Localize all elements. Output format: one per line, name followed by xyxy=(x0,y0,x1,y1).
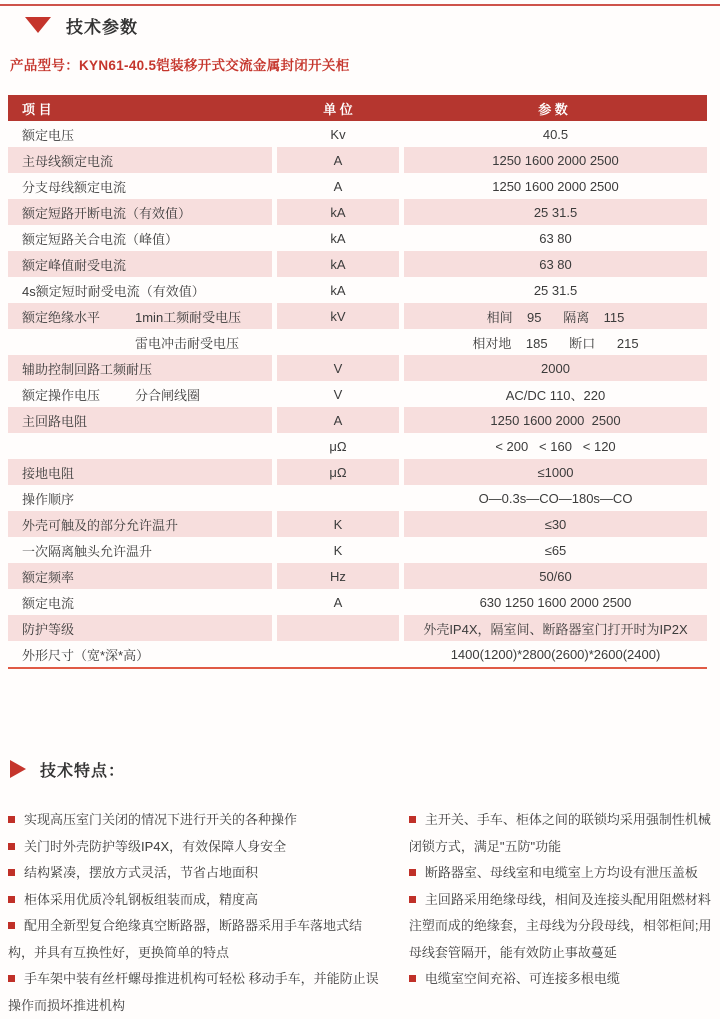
item-cell xyxy=(8,121,272,147)
value-cell: 63 80 xyxy=(404,251,707,277)
bullet-square-icon xyxy=(409,816,416,823)
unit-cell: kA xyxy=(330,230,346,246)
value-cell: 25 31.5 xyxy=(533,282,578,298)
unit-cell: Kv xyxy=(330,126,346,142)
table-row xyxy=(8,147,707,173)
item-cell xyxy=(8,589,272,615)
item-label: 外形尺寸（宽*深*高） xyxy=(22,647,150,663)
table-row xyxy=(8,511,707,537)
bullet-square-icon xyxy=(8,869,15,876)
item-cell xyxy=(8,381,272,407)
value-cell: 40.5 xyxy=(542,126,569,142)
bullet-square-icon xyxy=(8,896,15,903)
item-label: 4s额定短时耐受电流（有效值） xyxy=(22,283,205,299)
item-label: 额定频率 xyxy=(22,569,75,585)
unit-cell: kV xyxy=(277,303,399,329)
item-label: 辅助控制回路工频耐压 xyxy=(22,361,153,377)
value-cell: 1250 1600 2000 2500 xyxy=(404,407,707,433)
feature-item: 手车架中装有丝杆螺母推进机构可轻松 移动手车，并能防止误操作而损坏推进机构 xyxy=(8,971,379,1013)
item-label: 主回路电阻 xyxy=(22,413,88,429)
col-header-params: 参 数 xyxy=(538,101,568,117)
value-cell: 63 80 xyxy=(539,230,572,246)
bullet-square-icon xyxy=(8,816,15,823)
item-sublabel: 1min工频耐受电压 xyxy=(135,309,242,325)
item-label: 额定短路开断电流（有效值） xyxy=(22,205,192,221)
table-row xyxy=(8,407,707,433)
unit-cell: K xyxy=(333,542,343,558)
item-cell xyxy=(8,433,272,459)
value-cell: 25 31.5 xyxy=(404,199,707,225)
item-cell xyxy=(8,173,272,199)
item-cell xyxy=(8,615,272,641)
item-cell xyxy=(8,199,272,225)
bullet-square-icon xyxy=(8,975,15,982)
item-label: 主母线额定电流 xyxy=(22,153,114,169)
bullet-square-icon xyxy=(409,869,416,876)
item-cell xyxy=(8,251,272,277)
unit-cell: A xyxy=(333,594,343,610)
item-cell xyxy=(8,459,272,485)
table-row xyxy=(8,173,707,199)
unit-cell: V xyxy=(333,386,343,402)
col-header-unit: 单 位 xyxy=(323,101,353,117)
item-label: 操作顺序 xyxy=(22,491,75,507)
value-cell: < 200 < 160 < 120 xyxy=(495,438,616,454)
unit-cell xyxy=(277,485,399,511)
bullet-square-icon xyxy=(8,922,15,929)
item-cell xyxy=(8,277,272,303)
item-cell xyxy=(8,485,272,511)
item-label: 额定电流 xyxy=(22,595,75,611)
item-label: 接地电阻 xyxy=(22,465,75,481)
table-header-row xyxy=(8,95,707,121)
value-cell: 2000 xyxy=(404,355,707,381)
table-row xyxy=(8,329,707,355)
col-header-item: 项 目 xyxy=(22,101,52,117)
table-row xyxy=(8,355,707,381)
table-bottom-divider xyxy=(8,667,707,669)
unit-cell xyxy=(277,641,399,667)
value-cell: 630 1250 1600 2000 2500 xyxy=(479,594,632,610)
unit-cell: Hz xyxy=(277,563,399,589)
feature-item: 配用全新型复合绝缘真空断路器，断路器采用手车落地式结构，并具有互换性好，更换简单的特点 xyxy=(8,918,363,960)
table-row xyxy=(8,303,707,329)
value-cell: AC/DC 110、220 xyxy=(505,387,606,403)
table-row xyxy=(8,485,707,511)
unit-cell: μΩ xyxy=(277,459,399,485)
item-label: 额定操作电压 xyxy=(22,387,101,403)
feature-item: 主开关、手车、柜体之间的联锁均采用强制性机械闭锁方式，满足"五防"功能 xyxy=(408,812,711,854)
item-cell xyxy=(8,355,272,381)
value-cell: ≤30 xyxy=(404,511,707,537)
bullet-square-icon xyxy=(409,896,416,903)
item-sublabel: 雷电冲击耐受电压 xyxy=(135,335,240,351)
table-row xyxy=(8,381,707,407)
feature-item: 实现高压室门关闭的情况下进行开关的各种操作 xyxy=(8,807,379,834)
features-columns xyxy=(8,807,712,1019)
unit-cell: V xyxy=(277,355,399,381)
features-left-column xyxy=(8,807,379,1019)
spec-sheet-page xyxy=(0,4,720,1019)
feature-item: 结构紧凑，摆放方式灵活，节省占地面积 xyxy=(8,860,379,887)
item-label: 外壳可触及的部分允许温升 xyxy=(22,517,179,533)
unit-cell: kA xyxy=(330,282,346,298)
feature-item: 断路器室、母线室和电缆室上方均设有泄压盖板 xyxy=(409,860,712,887)
value-cell: 相间 95 隔离 115 xyxy=(404,303,707,329)
value-cell: 50/60 xyxy=(404,563,707,589)
unit-cell: A xyxy=(333,178,343,194)
item-cell xyxy=(8,563,272,589)
item-label: 额定电压 xyxy=(22,127,75,143)
triangle-right-icon xyxy=(10,760,26,778)
item-label: 额定绝缘水平 xyxy=(22,309,101,325)
value-cell: O—0.3s—CO—180s—CO xyxy=(478,490,633,506)
feature-item: 关门时外壳防护等级IP4X，有效保障人身安全 xyxy=(8,834,379,861)
table-row xyxy=(8,225,707,251)
item-cell xyxy=(8,329,272,355)
value-cell: 1250 1600 2000 2500 xyxy=(492,178,619,194)
top-divider xyxy=(0,4,720,6)
spec-table xyxy=(8,95,707,667)
value-cell: 外壳IP4X，隔室间、断路器室门打开时为IP2X xyxy=(404,615,707,641)
unit-cell: A xyxy=(277,407,399,433)
table-row xyxy=(8,277,707,303)
item-label: 一次隔离触头允许温升 xyxy=(22,543,153,559)
item-cell xyxy=(8,641,272,667)
table-row xyxy=(8,615,707,641)
table-row xyxy=(8,459,707,485)
triangle-down-icon xyxy=(25,17,51,33)
feature-item: 主回路采用绝缘母线，相间及连接头配用阻燃材料注塑而成的绝缘套，主母线为分段母线，相邻柜间;用母线套管隔开，能有效防止事故蔓延 xyxy=(408,891,712,960)
item-label: 额定峰值耐受电流 xyxy=(22,257,127,273)
bullet-square-icon xyxy=(8,843,15,850)
unit-cell: K xyxy=(277,511,399,537)
unit-cell: kA xyxy=(277,199,399,225)
unit-cell xyxy=(277,329,399,355)
table-row xyxy=(8,121,707,147)
value-cell: ≤1000 xyxy=(404,459,707,485)
product-model-line: 产品型号：KYN61-40.5铠装移开式交流金属封闭开关柜 xyxy=(10,58,350,73)
feature-item: 柜体采用优质冷轧钢板组装而成，精度高 xyxy=(8,887,379,914)
value-cell: 1400(1200)*2800(2600)*2600(2400) xyxy=(450,646,661,662)
unit-cell: kA xyxy=(277,251,399,277)
table-row xyxy=(8,199,707,225)
table-row xyxy=(8,589,707,615)
section-title-params: 技术参数 xyxy=(66,17,138,37)
value-cell: 相对地 185 断口 215 xyxy=(472,335,639,351)
item-cell xyxy=(8,303,272,329)
table-body xyxy=(8,121,707,667)
feature-item: 电缆室空间充裕、可连接多根电缆 xyxy=(409,966,712,993)
item-sublabel: 分合闸线圈 xyxy=(135,387,201,403)
tech-features-header xyxy=(10,757,720,781)
unit-cell: A xyxy=(277,147,399,173)
item-label: 分支母线额定电流 xyxy=(22,179,127,195)
item-cell xyxy=(8,225,272,251)
value-cell: 1250 1600 2000 2500 xyxy=(404,147,707,173)
table-row xyxy=(8,537,707,563)
item-cell xyxy=(8,147,272,173)
table-row xyxy=(8,251,707,277)
unit-cell xyxy=(277,615,399,641)
value-cell: ≤65 xyxy=(544,542,567,558)
item-cell xyxy=(8,511,272,537)
features-right-column xyxy=(409,807,712,1019)
item-label: 额定短路关合电流（峰值） xyxy=(22,231,179,247)
item-cell xyxy=(8,537,272,563)
section-title-features: 技术特点： xyxy=(40,762,126,780)
tech-params-header xyxy=(25,13,720,37)
item-label: 防护等级 xyxy=(22,621,75,637)
table-row xyxy=(8,641,707,667)
unit-cell: μΩ xyxy=(329,438,347,454)
table-row xyxy=(8,433,707,459)
item-cell xyxy=(8,407,272,433)
table-row xyxy=(8,563,707,589)
bullet-square-icon xyxy=(409,975,416,982)
